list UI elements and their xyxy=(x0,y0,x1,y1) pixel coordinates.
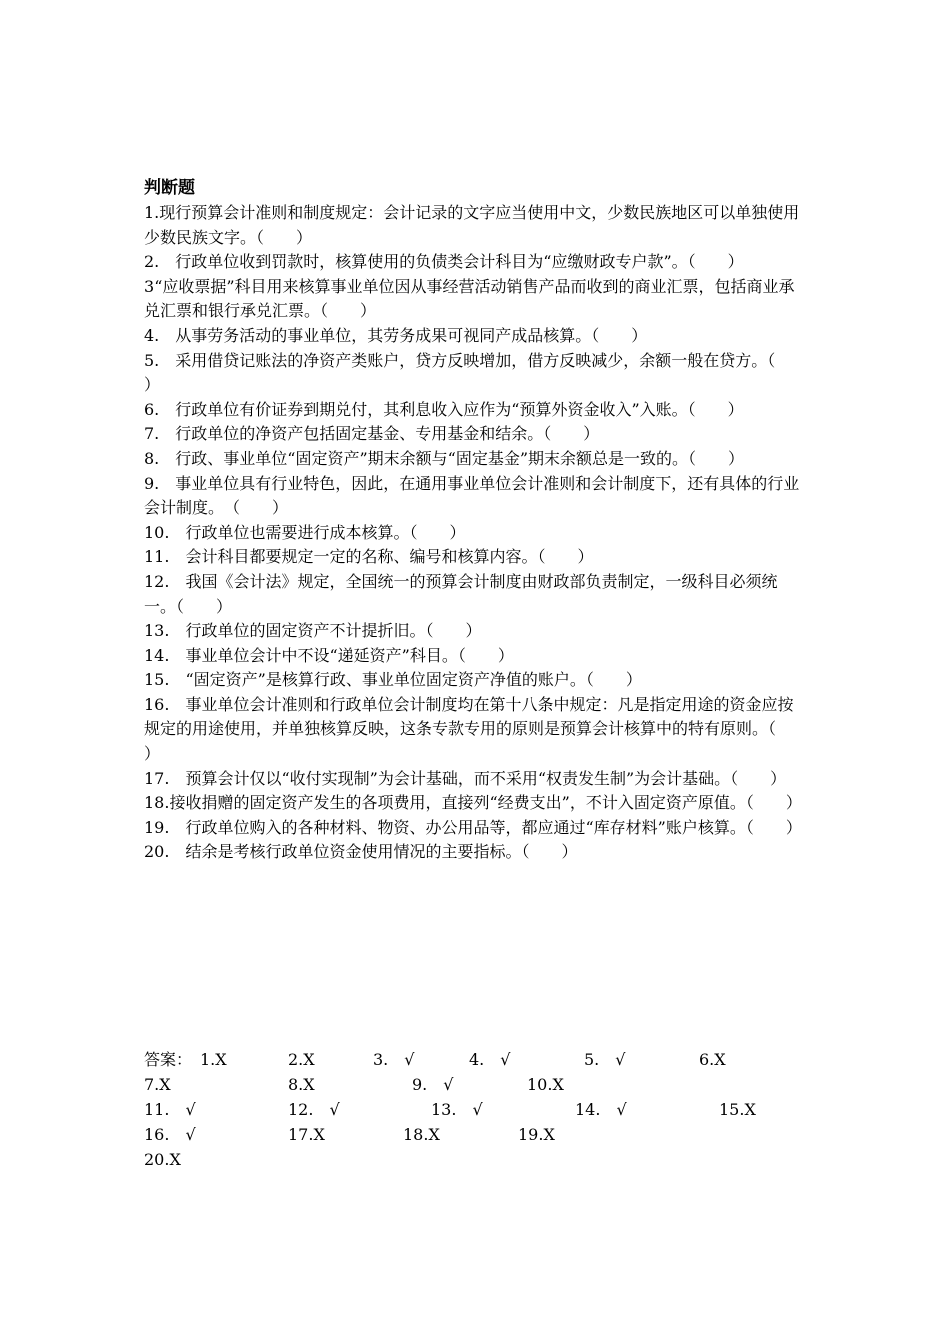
answer-row xyxy=(144,1047,809,1072)
answer-item: 6.X xyxy=(699,1050,726,1069)
question-item xyxy=(144,693,809,767)
question-number: 4. xyxy=(144,325,176,345)
question-number: 8. xyxy=(144,448,176,468)
question-text: 行政单位购入的各种材料、物资、办公用品等，都应通过“库存材料”账户核算。（ ） xyxy=(185,817,802,837)
question-text: 事业单位会计准则和行政单位会计制度均在第十八条中规定：凡是指定用途的资金应按规定的用途使用，并单独核算反映，这条专款专用的原则是预算会计核算中的特有原则。（ ） xyxy=(144,694,809,764)
question-item xyxy=(144,324,809,349)
answer-item: 13. √ xyxy=(431,1100,483,1119)
answer-row xyxy=(144,1147,809,1172)
question-text: 现行预算会计准则和制度规定：会计记录的文字应当使用中文，少数民族地区可以单独使用少数民族文字。（ ） xyxy=(144,203,800,247)
answer-item: 20.X xyxy=(144,1150,181,1169)
page-title: 判断题 xyxy=(144,178,195,198)
question-item xyxy=(144,619,809,644)
question-number: 19. xyxy=(144,817,186,837)
question-number: 2. xyxy=(144,252,176,272)
answer-item: 18.X xyxy=(403,1125,440,1144)
answer-item: 4. √ xyxy=(469,1050,511,1069)
answer-item: 3. √ xyxy=(373,1050,415,1069)
answer-item: 2.X xyxy=(288,1050,315,1069)
question-item xyxy=(144,472,809,521)
answer-label: 答案： xyxy=(144,1050,193,1069)
question-item xyxy=(144,767,809,792)
answer-item: 12. √ xyxy=(288,1100,340,1119)
question-text: “固定资产”是核算行政、事业单位固定资产净值的账户。（ ） xyxy=(185,670,642,690)
question-number: 20. xyxy=(144,842,186,862)
answer-item: 9. √ xyxy=(412,1075,454,1094)
question-number: 3 xyxy=(144,276,155,296)
question-number: 11. xyxy=(144,547,186,567)
question-number: 12. xyxy=(144,571,186,591)
question-number: 15. xyxy=(144,670,186,690)
question-item xyxy=(144,840,809,865)
question-item xyxy=(144,668,809,693)
answer-item: 19.X xyxy=(518,1125,555,1144)
question-item xyxy=(144,422,809,447)
question-item xyxy=(144,201,809,250)
question-number: 5. xyxy=(144,350,176,370)
answer-item: 1.X xyxy=(200,1050,227,1069)
question-number: 14. xyxy=(144,645,186,665)
question-number: 10. xyxy=(144,522,186,542)
answer-item: 10.X xyxy=(527,1075,564,1094)
answer-item: 15.X xyxy=(719,1100,756,1119)
answer-row xyxy=(144,1072,809,1097)
question-number: 7. xyxy=(144,424,176,444)
question-number: 17. xyxy=(144,768,186,788)
question-item xyxy=(144,447,809,472)
question-text: 会计科目都要规定一定的名称、编号和核算内容。（ ） xyxy=(185,547,594,567)
question-text: 行政单位有价证券到期兑付，其利息收入应作为“预算外资金收入”入账。（ ） xyxy=(175,399,744,419)
question-item xyxy=(144,349,809,398)
question-text: 从事劳务活动的事业单位，其劳务成果可视同产成品核算。（ ） xyxy=(175,325,648,345)
question-item xyxy=(144,816,809,841)
question-text: 采用借贷记账法的净资产类账户，贷方反映增加，借方反映减少，余额一般在贷方。（ ） xyxy=(144,350,808,395)
question-item xyxy=(144,275,809,324)
question-item xyxy=(144,570,809,619)
question-item xyxy=(144,545,809,570)
answer-key xyxy=(144,1047,809,1172)
question-number: 13. xyxy=(144,621,186,641)
question-text: 行政、事业单位“固定资产”期末余额与“固定基金”期末余额总是一致的。（ ） xyxy=(175,448,745,468)
answer-item: 5. √ xyxy=(584,1050,626,1069)
question-text: 行政单位收到罚款时，核算使用的负债类会计科目为“应缴财政专户款”。（ ） xyxy=(175,252,744,272)
question-item xyxy=(144,791,809,816)
answer-item: 14. √ xyxy=(575,1100,627,1119)
question-list xyxy=(144,201,809,865)
question-item xyxy=(144,250,809,275)
question-text: 结余是考核行政单位资金使用情况的主要指标。（ ） xyxy=(185,842,578,862)
question-number: 6. xyxy=(144,399,176,419)
question-number: 1. xyxy=(144,203,160,222)
answer-row xyxy=(144,1097,809,1122)
question-number: 18. xyxy=(144,793,170,813)
question-text: 预算会计仅以“收付实现制”为会计基础，而不采用“权责发生制”为会计基础。（ ） xyxy=(185,768,787,788)
answer-item: 17.X xyxy=(288,1125,325,1144)
question-text: 接收捐赠的固定资产发生的各项费用，直接列“经费支出”，不计入固定资产原值。（ ） xyxy=(169,793,802,813)
answer-item: 8.X xyxy=(288,1075,315,1094)
question-text: “应收票据”科目用来核算事业单位因从事经营活动销售产品而收到的商业汇票，包括商业承兑汇票和银行承兑汇票。（ ） xyxy=(144,276,795,321)
answer-item: 11. √ xyxy=(144,1100,196,1119)
answer-row xyxy=(144,1122,809,1147)
question-number: 16. xyxy=(144,694,186,714)
answer-item: 16. √ xyxy=(144,1125,196,1144)
question-text: 行政单位的固定资产不计提折旧。（ ） xyxy=(185,621,482,641)
question-text: 我国《会计法》规定，全国统一的预算会计制度由财政部负责制定，一级科目必须统一。（ ） xyxy=(144,571,778,616)
question-item xyxy=(144,521,809,546)
question-text: 事业单位会计中不设“递延资产”科目。（ ） xyxy=(185,645,514,665)
question-number: 9. xyxy=(144,473,176,493)
question-item xyxy=(144,398,809,423)
question-text: 事业单位具有行业特色，因此，在通用事业单位会计准则和会计制度下，还有具体的行业会计制度。 （ ） xyxy=(144,473,800,518)
question-text: 行政单位也需要进行成本核算。（ ） xyxy=(185,522,466,542)
answer-item: 7.X xyxy=(144,1075,171,1094)
question-text: 行政单位的净资产包括固定基金、专用基金和结余。（ ） xyxy=(175,424,600,444)
question-item xyxy=(144,644,809,669)
